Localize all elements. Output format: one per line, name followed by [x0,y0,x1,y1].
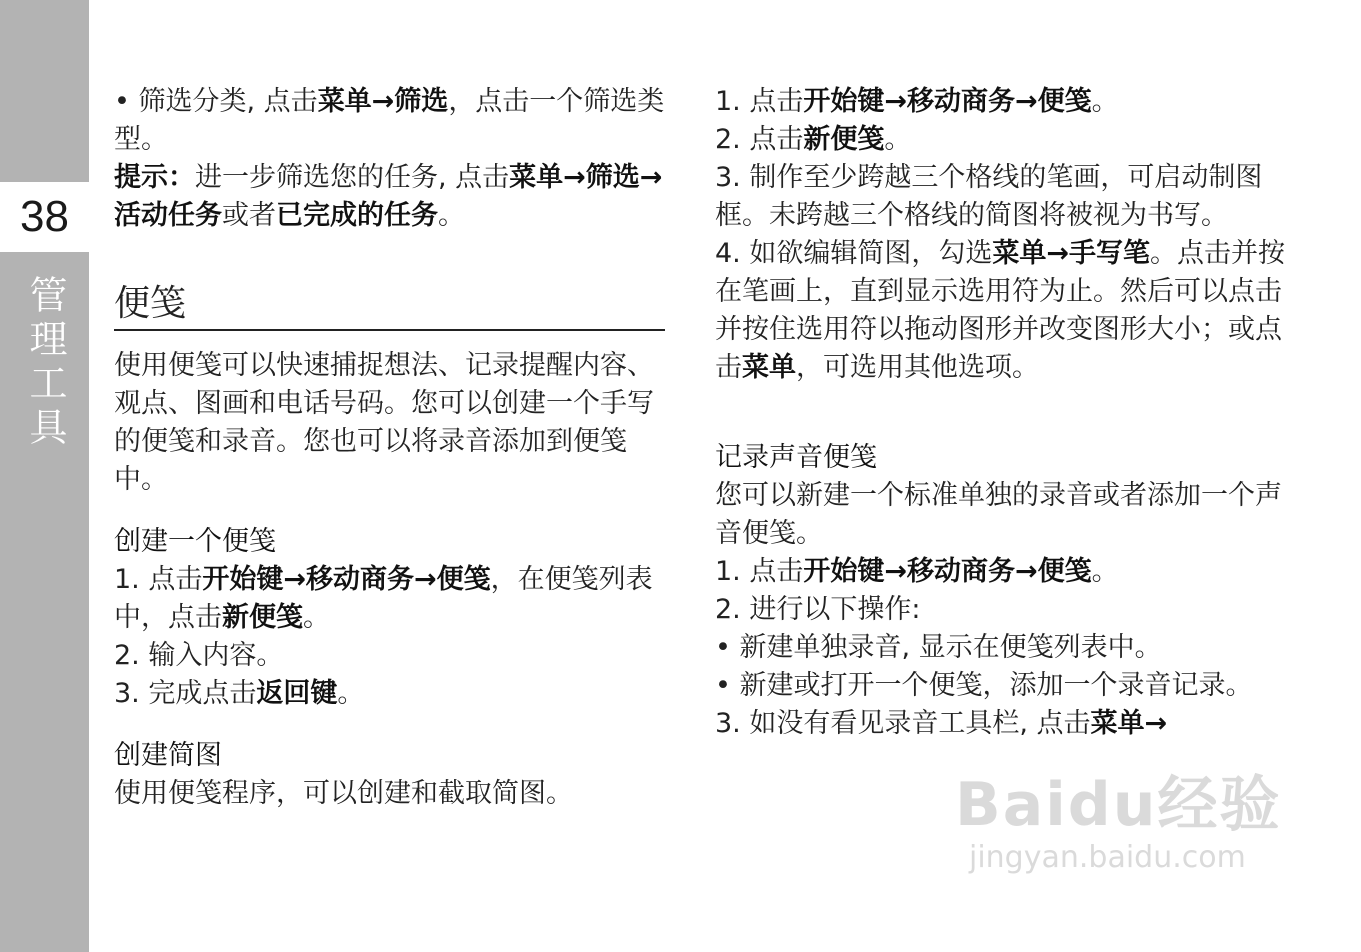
voice-intro: 您可以新建一个标准单独的录音或者添加一个声音便笺。 [715,480,1282,549]
sketch-step-1: 1. 点击开始键→移动商务→便笺。 [715,86,1119,117]
sketch-step-2: 2. 点击新便笺。 [715,124,912,155]
voice-step-1: 1. 点击开始键→移动商务→便笺。 [715,556,1119,587]
section-title: 便笺 [114,283,187,324]
voice-step-2: 2. 进行以下操作: [715,594,921,625]
side-band-top [0,0,89,182]
chapter-tab-title: 管理工具 [23,275,67,451]
create-note-heading: 创建一个便笺 [114,526,276,557]
baidu-watermark [955,770,1281,876]
watermark-logo: Baidu经验 [955,770,1282,840]
sketch-step-3: 3. 制作至少跨越三个格线的笔画，可启动制图框。未跨越三个格线的简图将被视为书写。 [715,162,1263,231]
create-step-1: 1. 点击开始键→移动商务→便笺，在便笺列表中，点击新便笺。 [114,564,653,633]
voice-bullet-2: • 新建或打开一个便笺，添加一个录音记录。 [715,670,1253,701]
sketch-intro: 使用便笺程序，可以创建和截取简图。 [114,778,573,809]
right-column [715,83,1285,743]
left-column [114,83,674,813]
create-step-3: 3. 完成点击返回键。 [114,678,365,709]
section-divider [114,329,665,331]
voice-note-heading: 记录声音便笺 [715,442,877,473]
hint-paragraph: 提示：进一步筛选您的任务, 点击菜单→筛选→活动任务或者已完成的任务。 [114,162,663,231]
sketch-step-4: 4. 如欲编辑简图，勾选菜单→手写笔。点击并按在笔画上，直到显示选用符为止。然后可以点击并按住选用符以拖动图形并改变图形大小；或点击菜单，可选用其他选项。 [715,238,1285,383]
create-step-2: 2. 输入内容。 [114,640,284,671]
page-number: 38 [20,192,69,241]
voice-bullet-1: • 新建单独录音, 显示在便笺列表中。 [715,632,1162,663]
filter-bullet: • 筛选分类, 点击菜单→筛选，点击一个筛选类型。 [114,86,665,155]
voice-step-3: 3. 如没有看见录音工具栏, 点击菜单→ [715,708,1168,739]
sketch-heading: 创建简图 [114,740,222,771]
watermark-url: jingyan.baidu.com [969,840,1246,875]
intro-paragraph: 使用便笺可以快速捕捉想法、记录提醒内容、观点、图画和电话号码。您可以创建一个手写的便笺和录音。您也可以将录音添加到便笺中。 [114,350,654,495]
